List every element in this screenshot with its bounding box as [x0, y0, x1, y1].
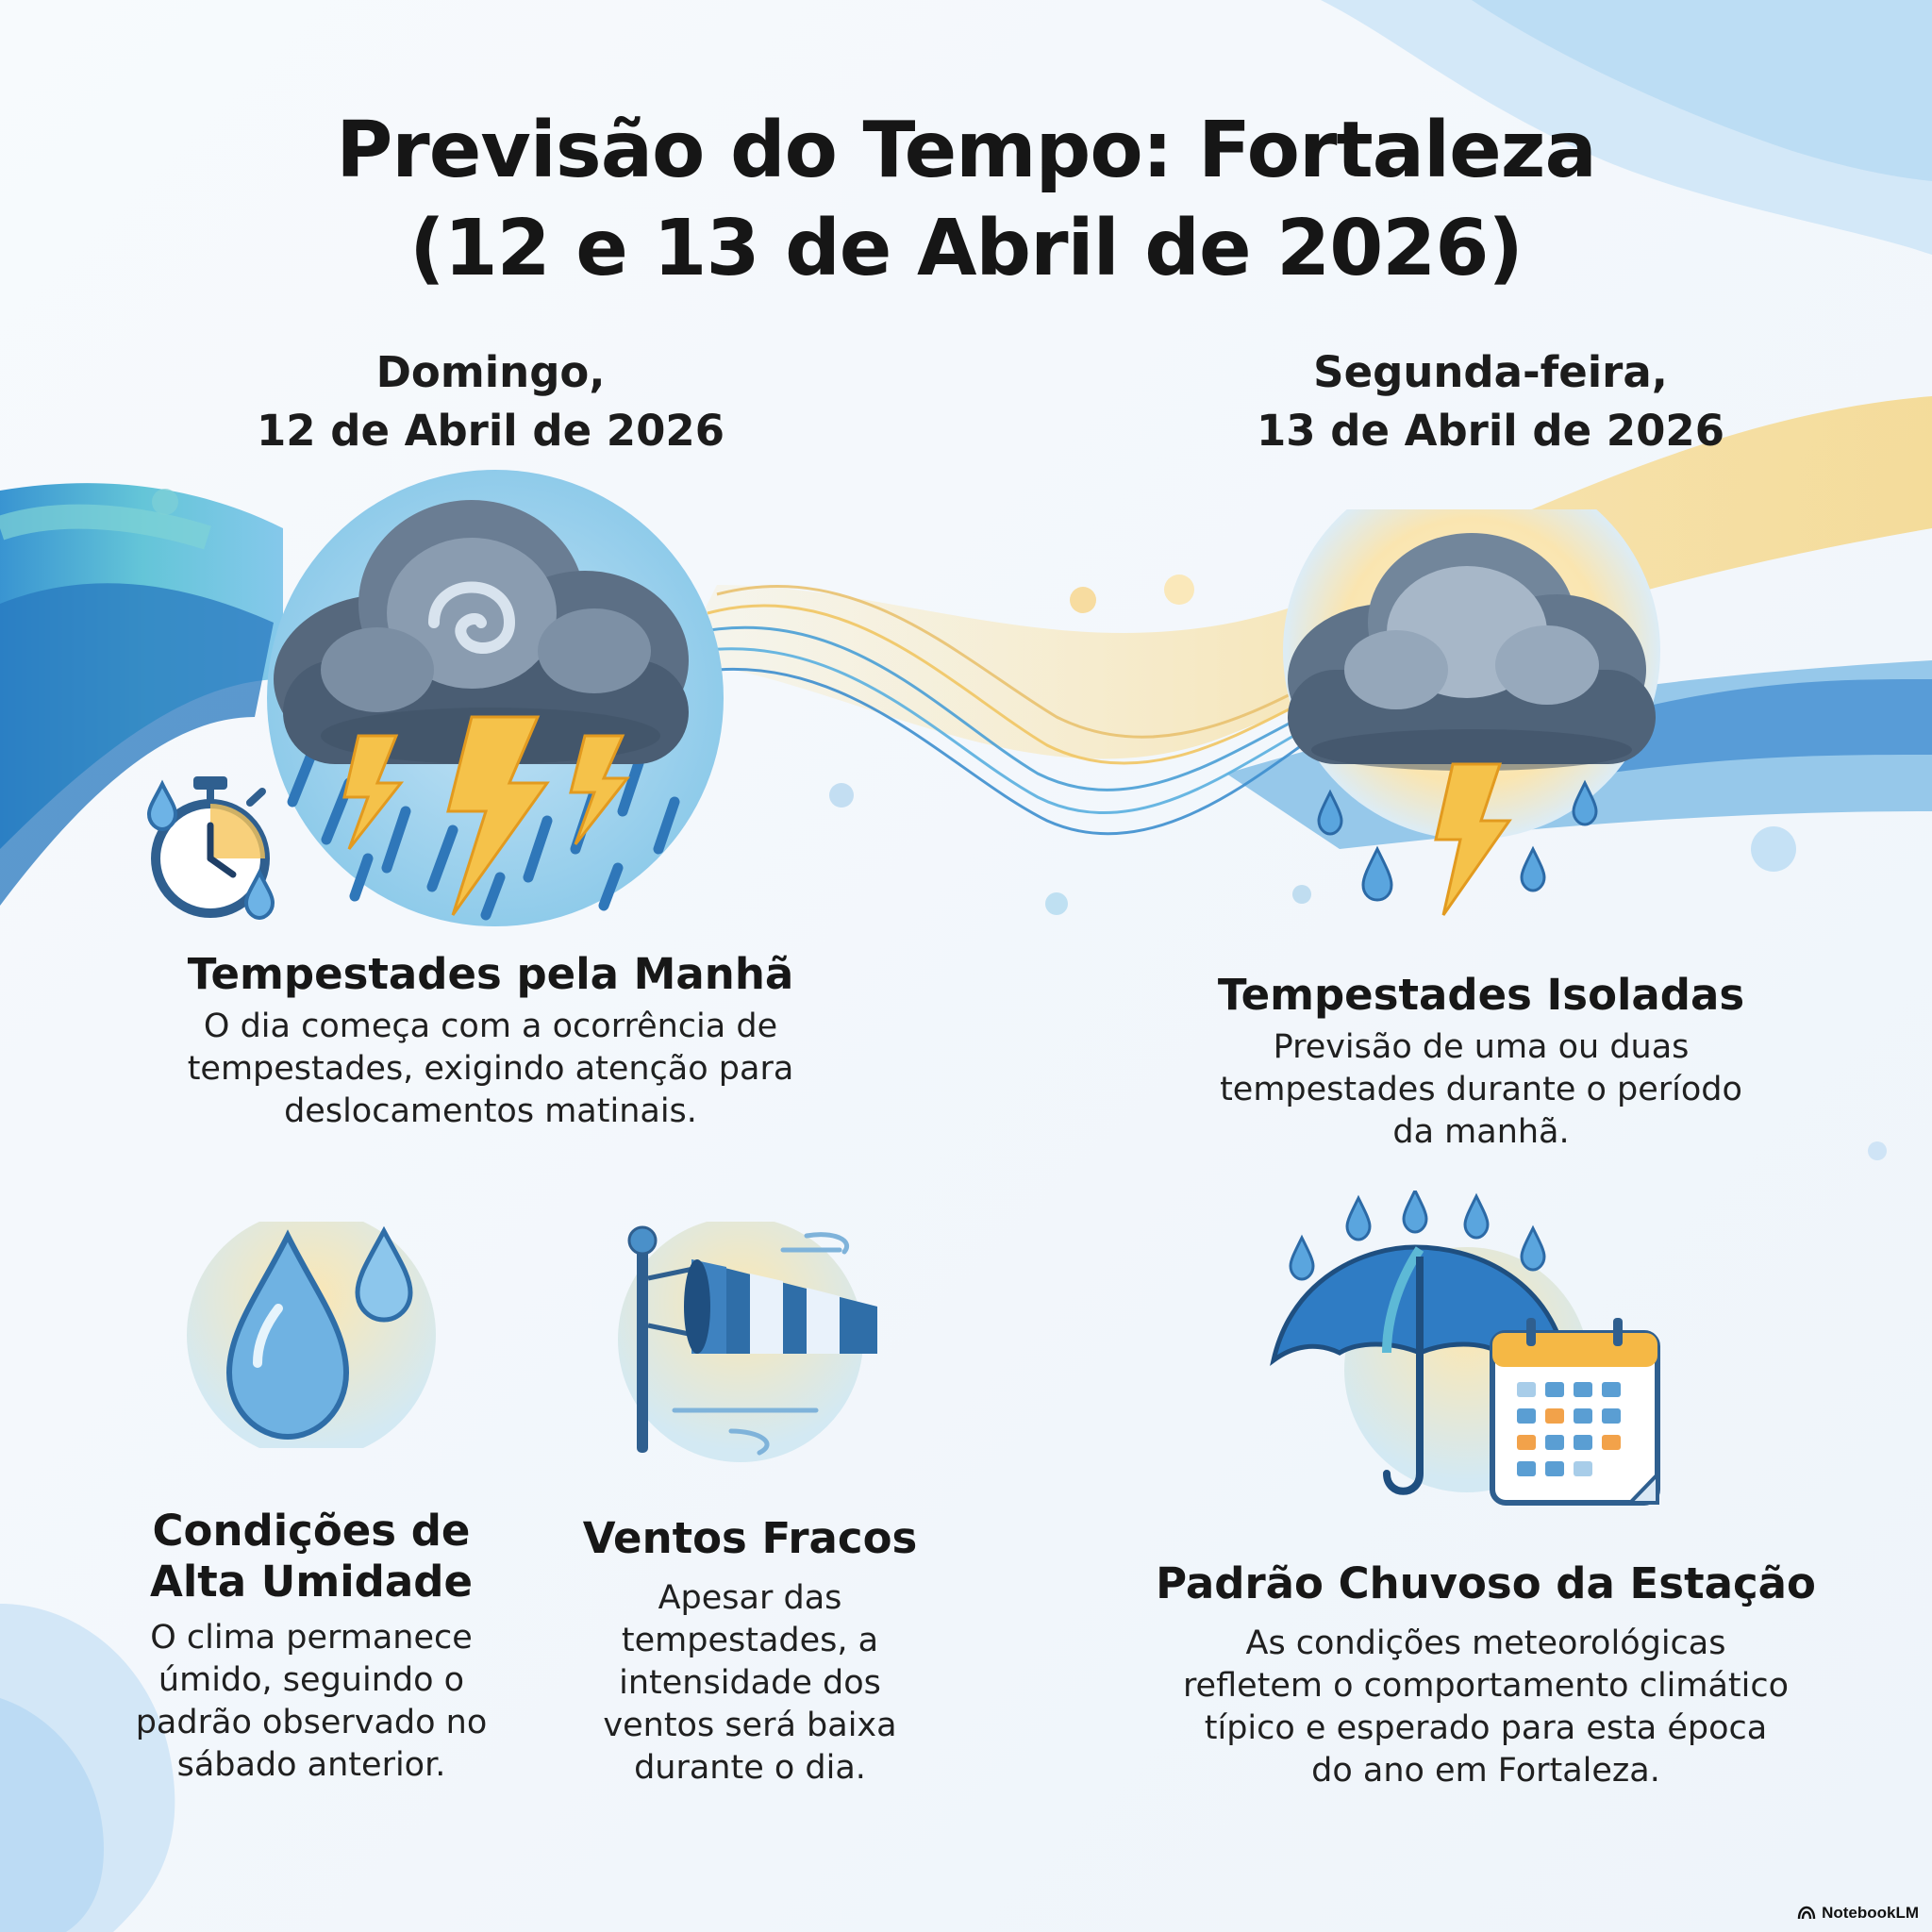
day-weekday: Segunda-feira,: [1313, 347, 1668, 397]
desc-line: tempestades durante o período: [1220, 1071, 1742, 1108]
desc-line: refletem o comportamento climático: [1182, 1667, 1790, 1705]
card-heading: Ventos Fracos: [582, 1513, 918, 1563]
card-winds: [557, 1513, 943, 1790]
storm-cloud-icon: [245, 462, 755, 953]
card-season: [1085, 1558, 1887, 1792]
day-date: 13 de Abril de 2026: [1256, 406, 1725, 456]
card-description: [113, 1006, 868, 1133]
desc-line: O dia começa com a ocorrência de: [203, 1008, 778, 1045]
card-description: [1085, 1623, 1887, 1792]
desc-line: Apesar das: [658, 1579, 842, 1617]
card-isolated-storms: [1104, 970, 1858, 1154]
notebooklm-logo-icon: [1797, 1906, 1816, 1921]
desc-line: intensidade dos: [619, 1664, 881, 1702]
desc-line: sábado anterior.: [176, 1746, 446, 1784]
desc-line: úmido, seguindo o: [158, 1661, 465, 1699]
brand-label: NotebookLM: [1822, 1904, 1919, 1922]
day-weekday: Domingo,: [375, 347, 606, 397]
day-header-monday: [1151, 343, 1830, 460]
calendar-icon: [1489, 1314, 1663, 1507]
water-drop-icon: [184, 1222, 439, 1448]
title-line-1: Previsão do Tempo: Fortaleza: [336, 106, 1596, 195]
cloud-lightning-icon: [1255, 509, 1689, 924]
card-description: [94, 1617, 528, 1787]
desc-line: As condições meteorológicas: [1245, 1624, 1726, 1662]
desc-line: O clima permanece: [150, 1619, 473, 1657]
desc-line: tempestades, exigindo atenção para: [187, 1050, 794, 1088]
day-date: 12 de Abril de 2026: [256, 406, 725, 456]
desc-line: padrão observado no: [135, 1704, 488, 1741]
windsock-icon: [618, 1222, 891, 1462]
card-morning-storms: [113, 949, 868, 1133]
card-heading: Padrão Chuvoso da Estação: [1156, 1558, 1816, 1608]
desc-line: do ano em Fortaleza.: [1311, 1752, 1660, 1790]
title-line-2: (12 e 13 de Abril de 2026): [409, 204, 1523, 293]
brand-watermark: [1797, 1904, 1919, 1923]
desc-line: deslocamentos matinais.: [284, 1092, 697, 1130]
card-heading: Tempestades Isoladas: [1217, 970, 1745, 1020]
desc-line: tempestades, a: [621, 1622, 879, 1659]
desc-line: durante o dia.: [634, 1749, 866, 1787]
desc-line: Previsão de uma ou duas: [1273, 1028, 1690, 1066]
desc-line: da manhã.: [1392, 1113, 1570, 1151]
card-heading: [94, 1506, 528, 1607]
desc-line: típico e esperado para esta época: [1204, 1709, 1768, 1747]
desc-line: ventos será baixa: [603, 1707, 897, 1744]
card-description: [557, 1577, 943, 1790]
card-description: [1104, 1026, 1858, 1154]
page-title: [211, 102, 1721, 298]
card-humidity: [94, 1506, 528, 1787]
heading-line: Condições de: [152, 1506, 471, 1556]
card-heading: Tempestades pela Manhã: [187, 949, 794, 999]
stopwatch-icon: [142, 769, 292, 929]
heading-line: Alta Umidade: [150, 1557, 473, 1607]
day-header-sunday: [151, 343, 830, 460]
